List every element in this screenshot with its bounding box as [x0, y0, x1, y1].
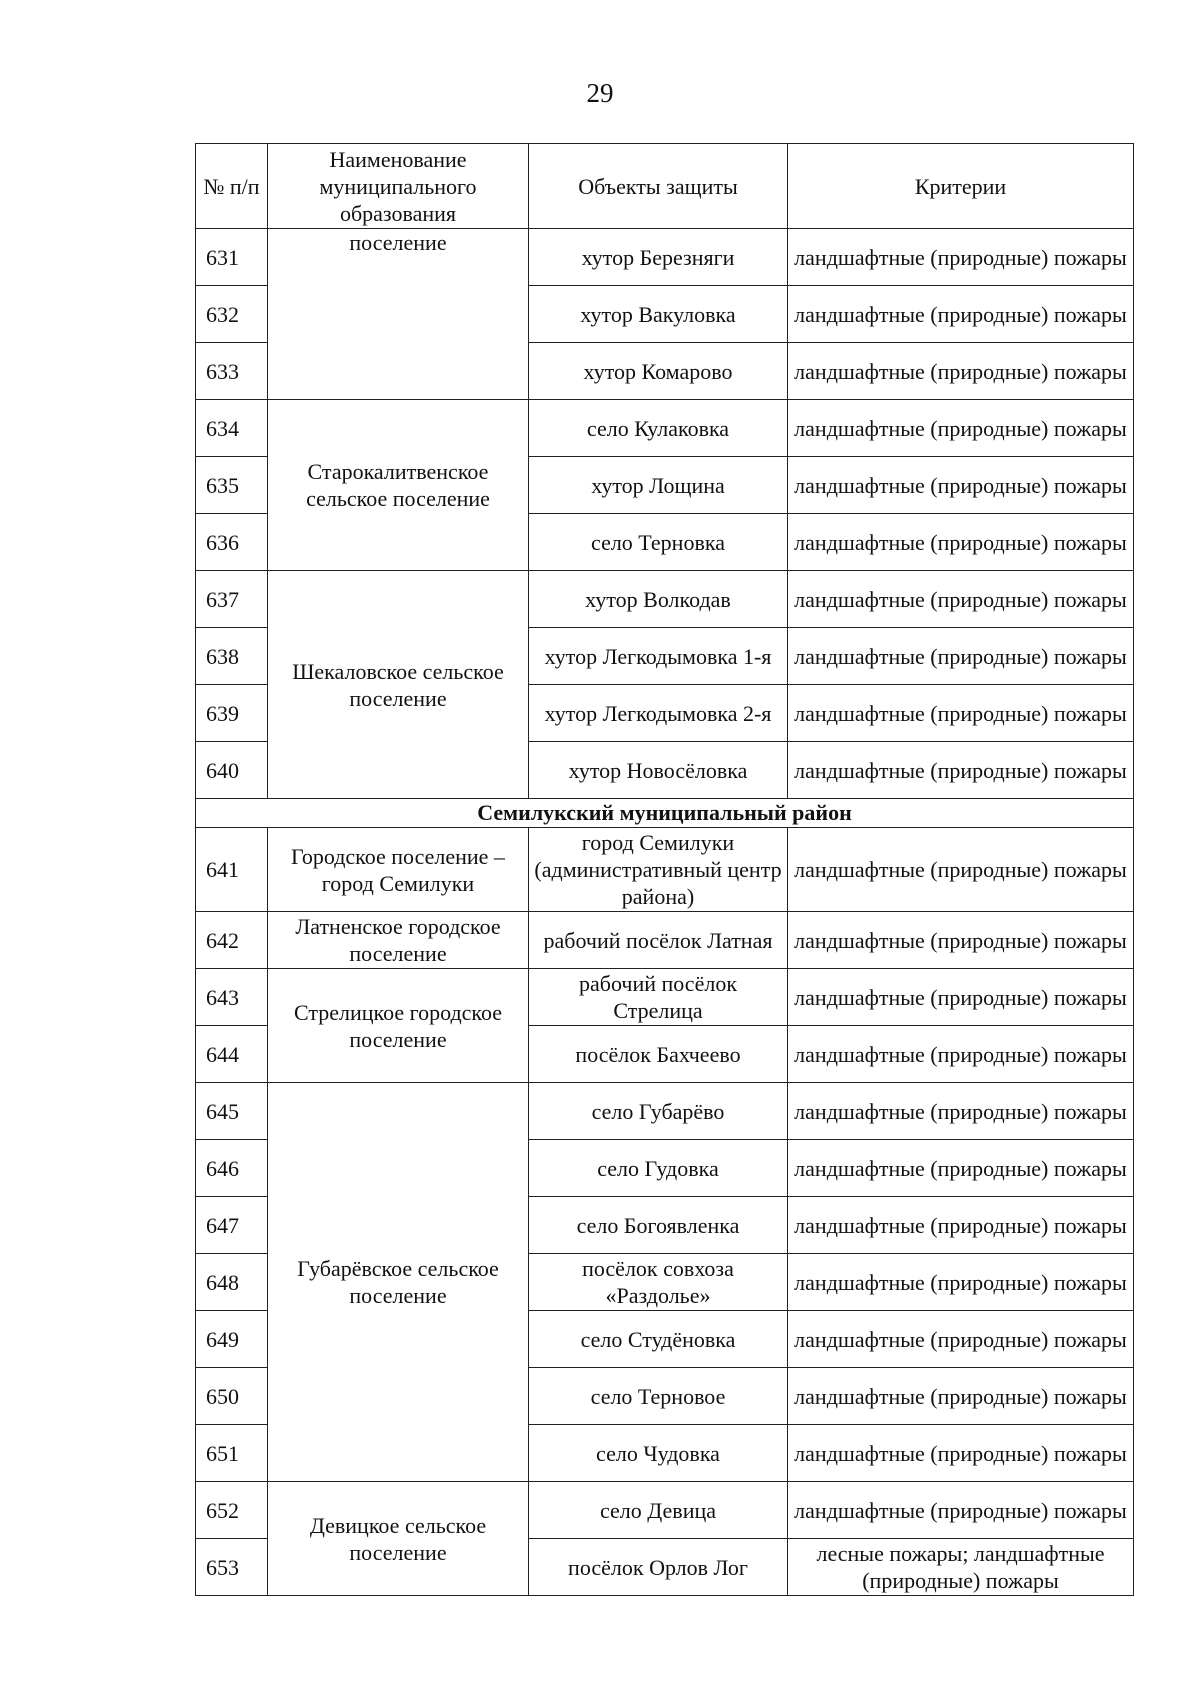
protection-object-cell: город Семилуки (административный центр района) [529, 828, 788, 912]
criteria-cell: лесные пожары; ландшафтные (природные) пожары [788, 1539, 1134, 1596]
row-number: 653 [196, 1539, 268, 1596]
table-row [196, 1083, 1134, 1140]
municipality-cell: Шекаловское сельское поселение [268, 571, 529, 799]
protection-object-cell: село Кулаковка [529, 400, 788, 457]
criteria-cell: ландшафтные (природные) пожары [788, 1368, 1134, 1425]
municipality-cell: Латненское городское поселение [268, 912, 529, 969]
row-number: 642 [196, 912, 268, 969]
row-number: 638 [196, 628, 268, 685]
protection-object-cell: хутор Легкодымовка 1-я [529, 628, 788, 685]
row-number: 639 [196, 685, 268, 742]
page-number: 29 [586, 78, 614, 108]
criteria-cell: ландшафтные (природные) пожары [788, 912, 1134, 969]
protection-object-cell: хутор Волкодав [529, 571, 788, 628]
protection-object-cell: село Губарёво [529, 1083, 788, 1140]
criteria-cell: ландшафтные (природные) пожары [788, 828, 1134, 912]
protection-object-cell: хутор Березняги [529, 229, 788, 286]
header-num: № п/п [196, 144, 268, 229]
criteria-cell: ландшафтные (природные) пожары [788, 457, 1134, 514]
municipality-cell: поселение [268, 229, 529, 400]
row-number: 640 [196, 742, 268, 799]
municipality-cell: Девицкое сельское поселение [268, 1482, 529, 1596]
criteria-cell: ландшафтные (природные) пожары [788, 1140, 1134, 1197]
criteria-cell: ландшафтные (природные) пожары [788, 1197, 1134, 1254]
protection-object-cell: село Богоявленка [529, 1197, 788, 1254]
table-header [196, 144, 1134, 229]
row-number: 634 [196, 400, 268, 457]
criteria-cell: ландшафтные (природные) пожары [788, 969, 1134, 1026]
row-number: 636 [196, 514, 268, 571]
protection-object-cell: рабочий посёлок Латная [529, 912, 788, 969]
criteria-cell: ландшафтные (природные) пожары [788, 400, 1134, 457]
header-object: Объекты защиты [529, 144, 788, 229]
protection-object-cell: село Студёновка [529, 1311, 788, 1368]
row-number: 637 [196, 571, 268, 628]
protection-object-cell: село Чудовка [529, 1425, 788, 1482]
criteria-cell: ландшафтные (природные) пожары [788, 742, 1134, 799]
criteria-cell: ландшафтные (природные) пожары [788, 229, 1134, 286]
protection-object-cell: село Терновое [529, 1368, 788, 1425]
protection-object-cell: посёлок Орлов Лог [529, 1539, 788, 1596]
table-body-1 [196, 229, 1134, 799]
municipality-cell: Стрелицкое городское поселение [268, 969, 529, 1083]
criteria-cell: ландшафтные (природные) пожары [788, 1311, 1134, 1368]
table-row [196, 229, 1134, 286]
municipality-cell: Городское поселение – город Семилуки [268, 828, 529, 912]
protection-object-cell: посёлок совхоза «Раздолье» [529, 1254, 788, 1311]
table-row [196, 1482, 1134, 1539]
row-number: 651 [196, 1425, 268, 1482]
row-number: 631 [196, 229, 268, 286]
table-row [196, 828, 1134, 912]
row-number: 641 [196, 828, 268, 912]
criteria-cell: ландшафтные (природные) пожары [788, 514, 1134, 571]
row-number: 635 [196, 457, 268, 514]
row-number: 633 [196, 343, 268, 400]
row-number: 648 [196, 1254, 268, 1311]
criteria-cell: ландшафтные (природные) пожары [788, 343, 1134, 400]
criteria-cell: ландшафтные (природные) пожары [788, 1254, 1134, 1311]
district-row-group [196, 799, 1134, 828]
row-number: 647 [196, 1197, 268, 1254]
protection-object-cell: хутор Лощина [529, 457, 788, 514]
table-row [196, 571, 1134, 628]
row-number: 644 [196, 1026, 268, 1083]
header-criteria: Критерии [788, 144, 1134, 229]
protection-object-cell: рабочий посёлок Стрелица [529, 969, 788, 1026]
criteria-cell: ландшафтные (природные) пожары [788, 1482, 1134, 1539]
row-number: 632 [196, 286, 268, 343]
protection-object-cell: хутор Комарово [529, 343, 788, 400]
row-number: 646 [196, 1140, 268, 1197]
criteria-cell: ландшафтные (природные) пожары [788, 1026, 1134, 1083]
municipality-cell: Старокалитвенское сельское поселение [268, 400, 529, 571]
protection-object-cell: хутор Вакуловка [529, 286, 788, 343]
row-number: 652 [196, 1482, 268, 1539]
criteria-cell: ландшафтные (природные) пожары [788, 571, 1134, 628]
criteria-cell: ландшафтные (природные) пожары [788, 685, 1134, 742]
table-body-2 [196, 828, 1134, 1596]
criteria-cell: ландшафтные (природные) пожары [788, 628, 1134, 685]
criteria-cell: ландшафтные (природные) пожары [788, 286, 1134, 343]
protection-object-cell: село Терновка [529, 514, 788, 571]
protection-objects-table [195, 143, 1134, 1596]
criteria-cell: ландшафтные (природные) пожары [788, 1083, 1134, 1140]
row-number: 643 [196, 969, 268, 1026]
criteria-cell: ландшафтные (природные) пожары [788, 1425, 1134, 1482]
header-municipality: Наименование муниципального образования [268, 144, 529, 229]
protection-object-cell: село Девица [529, 1482, 788, 1539]
row-number: 649 [196, 1311, 268, 1368]
district-heading: Семилукский муниципальный район [196, 799, 1134, 828]
protection-object-cell: посёлок Бахчеево [529, 1026, 788, 1083]
row-number: 645 [196, 1083, 268, 1140]
table-row [196, 400, 1134, 457]
table-row [196, 969, 1134, 1026]
row-number: 650 [196, 1368, 268, 1425]
protection-object-cell: хутор Новосёловка [529, 742, 788, 799]
municipality-cell: Губарёвское сельское поселение [268, 1083, 529, 1482]
protection-object-cell: хутор Легкодымовка 2-я [529, 685, 788, 742]
protection-object-cell: село Гудовка [529, 1140, 788, 1197]
table-row [196, 912, 1134, 969]
